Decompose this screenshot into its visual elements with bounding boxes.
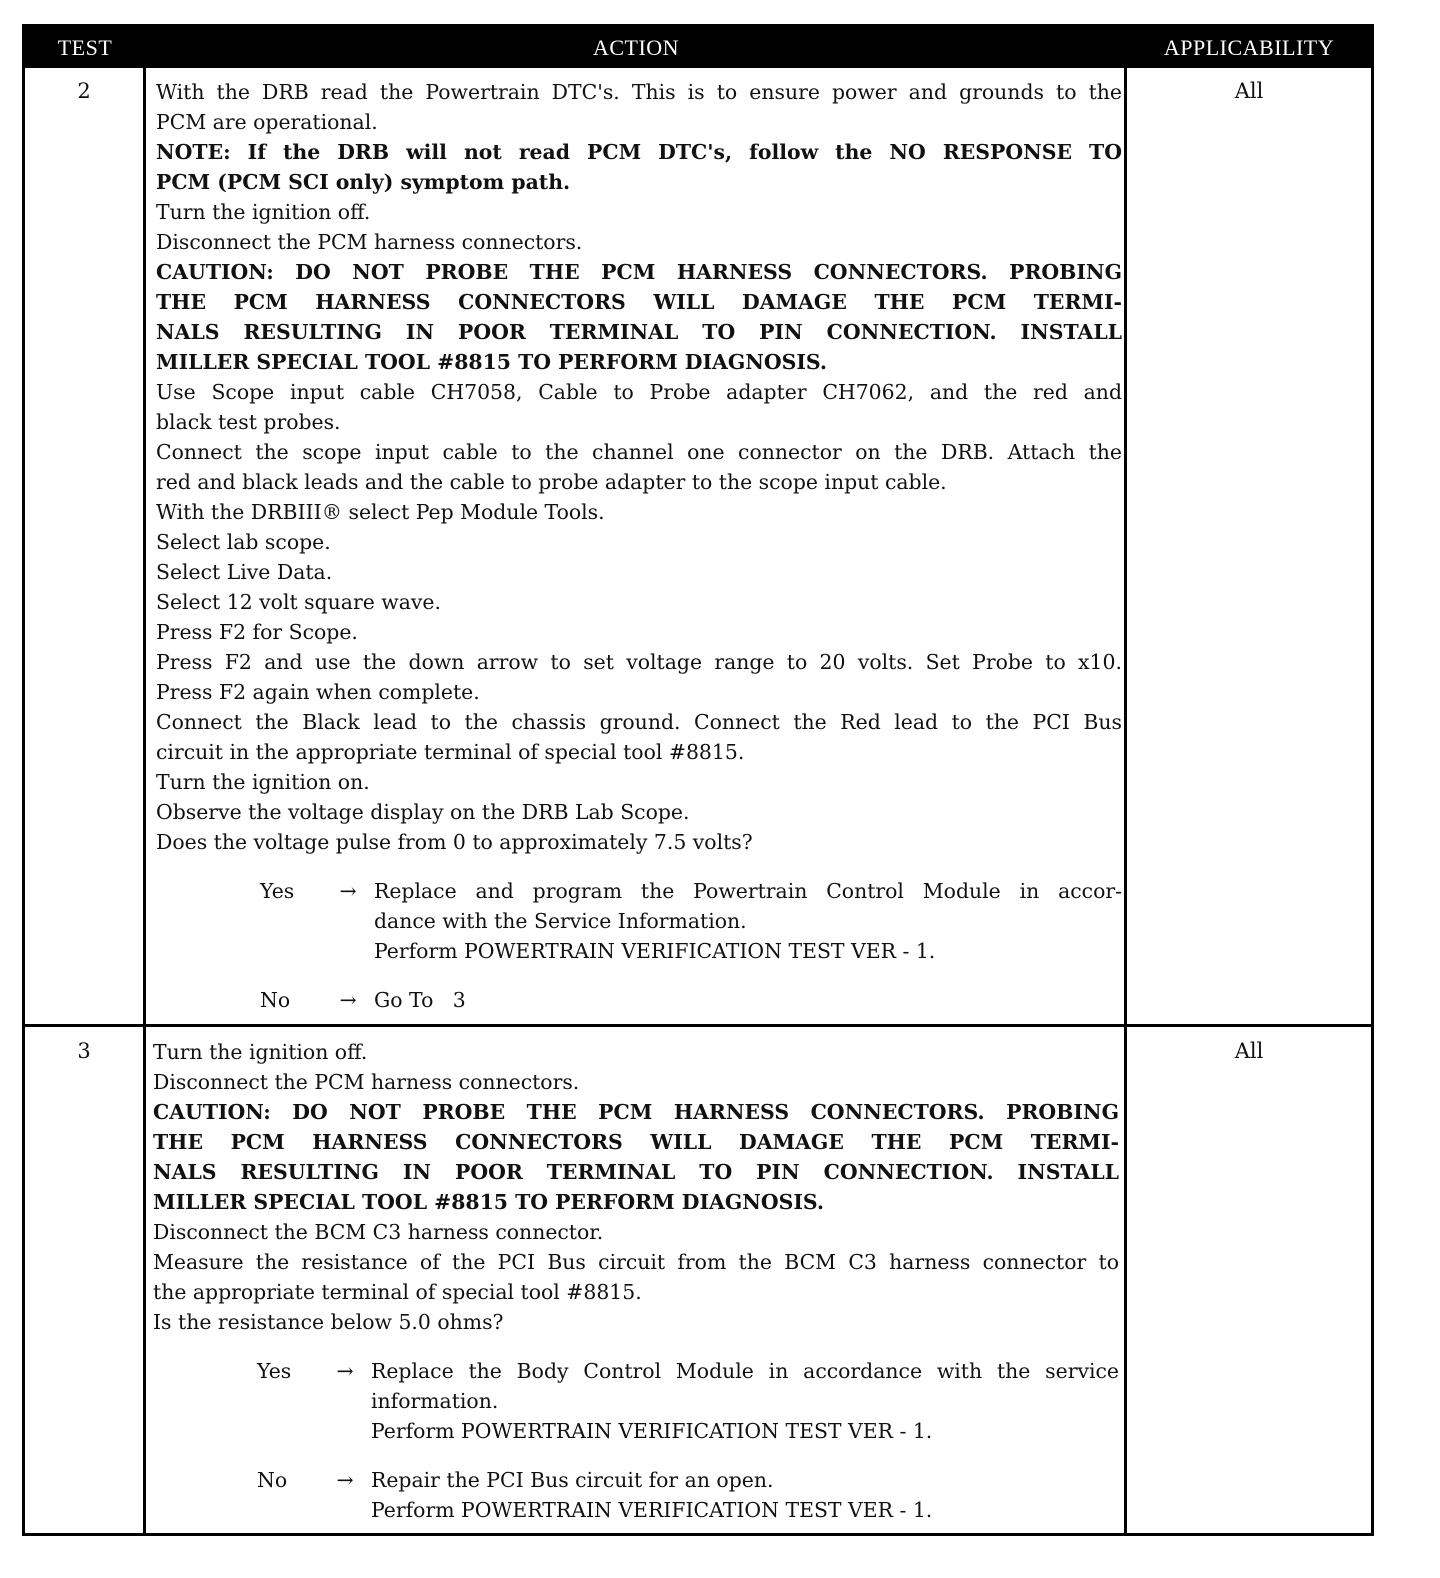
applicability-value: All bbox=[1234, 79, 1264, 103]
action-line: Select Live Data. bbox=[156, 560, 333, 584]
action-line: Disconnect the BCM C3 harness connector. bbox=[153, 1220, 604, 1244]
result-text bbox=[374, 985, 1122, 1015]
result-line: Perform POWERTRAIN VERIFICATION TEST VER - 1. bbox=[371, 1498, 933, 1522]
result-line: Go To 3 bbox=[374, 988, 466, 1012]
result-line: Replace and program the Powertrain Control Module in accor- bbox=[374, 879, 1122, 903]
result-text bbox=[371, 1356, 1119, 1446]
header-action: ACTION bbox=[592, 35, 680, 60]
action-line: Connect the scope input cable to the channel one connector on the DRB. Attach the bbox=[156, 440, 1122, 464]
caution-line: NALS RESULTING IN POOR TERMINAL TO PIN CONNECTION. INSTALL bbox=[156, 320, 1122, 344]
action-text bbox=[156, 77, 1122, 1015]
note-line: NOTE: If the DRB will not read PCM DTC's, follow the NO RESPONSE TO bbox=[156, 140, 1122, 164]
table-header bbox=[25, 27, 1371, 68]
result-line: Perform POWERTRAIN VERIFICATION TEST VER - 1. bbox=[374, 939, 936, 963]
caution-line: CAUTION: DO NOT PROBE THE PCM HARNESS CONNECTORS. PROBING bbox=[156, 260, 1122, 284]
column-divider bbox=[143, 68, 146, 1533]
action-line: With the DRB read the Powertrain DTC's. This is to ensure power and grounds to the bbox=[156, 80, 1122, 104]
action-line: Measure the resistance of the PCI Bus circuit from the BCM C3 harness connector to bbox=[153, 1250, 1119, 1274]
result-no bbox=[153, 1465, 1119, 1525]
applicability-value: All bbox=[1234, 1039, 1264, 1063]
caution-line: THE PCM HARNESS CONNECTORS WILL DAMAGE THE PCM TERMI- bbox=[153, 1130, 1119, 1154]
column-divider bbox=[1124, 68, 1127, 1533]
result-label: Yes bbox=[260, 879, 295, 903]
action-line: circuit in the appropriate terminal of special tool #8815. bbox=[156, 740, 745, 764]
result-yes bbox=[156, 876, 1122, 966]
result-label: Yes bbox=[257, 1359, 292, 1383]
row-divider bbox=[25, 1024, 1371, 1027]
action-line: the appropriate terminal of special tool #8815. bbox=[153, 1280, 642, 1304]
result-no bbox=[156, 985, 1122, 1015]
action-line: Select 12 volt square wave. bbox=[156, 590, 441, 614]
diagnostic-table bbox=[22, 24, 1374, 1536]
caution-line: MILLER SPECIAL TOOL #8815 TO PERFORM DIAGNOSIS. bbox=[153, 1190, 824, 1214]
arrow-icon: → bbox=[339, 879, 357, 903]
header-applicability: APPLICABILITY bbox=[1163, 35, 1335, 60]
action-line: Disconnect the PCM harness connectors. bbox=[153, 1070, 580, 1094]
caution-line: MILLER SPECIAL TOOL #8815 TO PERFORM DIAGNOSIS. bbox=[156, 350, 827, 374]
result-text bbox=[371, 1465, 1119, 1525]
action-line: Press F2 and use the down arrow to set voltage range to 20 volts. Set Probe to x10. bbox=[156, 650, 1122, 674]
result-line: Perform POWERTRAIN VERIFICATION TEST VER - 1. bbox=[371, 1419, 933, 1443]
result-line: Repair the PCI Bus circuit for an open. bbox=[371, 1468, 774, 1492]
action-line: Connect the Black lead to the chassis ground. Connect the Red lead to the PCI Bus bbox=[156, 710, 1122, 734]
action-line: PCM are operational. bbox=[156, 110, 378, 134]
caution-line: NALS RESULTING IN POOR TERMINAL TO PIN CONNECTION. INSTALL bbox=[153, 1160, 1119, 1184]
arrow-icon: → bbox=[336, 1468, 354, 1492]
question-line: Is the resistance below 5.0 ohms? bbox=[153, 1310, 504, 1334]
action-line: Turn the ignition off. bbox=[156, 200, 371, 224]
action-line: Press F2 again when complete. bbox=[156, 680, 480, 704]
question-line: Does the voltage pulse from 0 to approximately 7.5 volts? bbox=[156, 830, 753, 854]
header-test: TEST bbox=[57, 35, 113, 60]
arrow-icon: → bbox=[339, 988, 357, 1012]
result-yes bbox=[153, 1356, 1119, 1446]
note-line: PCM (PCM SCI only) symptom path. bbox=[156, 170, 571, 194]
result-line: Replace the Body Control Module in accordance with the service bbox=[371, 1359, 1119, 1383]
action-line: Press F2 for Scope. bbox=[156, 620, 358, 644]
action-line: red and black leads and the cable to probe adapter to the scope input cable. bbox=[156, 470, 947, 494]
action-line: Disconnect the PCM harness connectors. bbox=[156, 230, 583, 254]
test-number: 3 bbox=[77, 1039, 91, 1063]
action-line: Turn the ignition on. bbox=[156, 770, 370, 794]
arrow-icon: → bbox=[336, 1359, 354, 1383]
result-label: No bbox=[257, 1468, 288, 1492]
result-line: dance with the Service Information. bbox=[374, 909, 747, 933]
action-text bbox=[153, 1037, 1119, 1525]
action-line: Observe the voltage display on the DRB Lab Scope. bbox=[156, 800, 690, 824]
action-line: black test probes. bbox=[156, 410, 341, 434]
result-label: No bbox=[260, 988, 291, 1012]
test-number: 2 bbox=[77, 79, 91, 103]
action-line: Use Scope input cable CH7058, Cable to Probe adapter CH7062, and the red and bbox=[156, 380, 1122, 404]
result-text bbox=[374, 876, 1122, 966]
result-line: information. bbox=[371, 1389, 499, 1413]
action-line: Turn the ignition off. bbox=[153, 1040, 368, 1064]
caution-line: CAUTION: DO NOT PROBE THE PCM HARNESS CONNECTORS. PROBING bbox=[153, 1100, 1119, 1124]
action-line: With the DRBIII® select Pep Module Tools. bbox=[156, 500, 605, 524]
action-line: Select lab scope. bbox=[156, 530, 331, 554]
caution-line: THE PCM HARNESS CONNECTORS WILL DAMAGE THE PCM TERMI- bbox=[156, 290, 1122, 314]
